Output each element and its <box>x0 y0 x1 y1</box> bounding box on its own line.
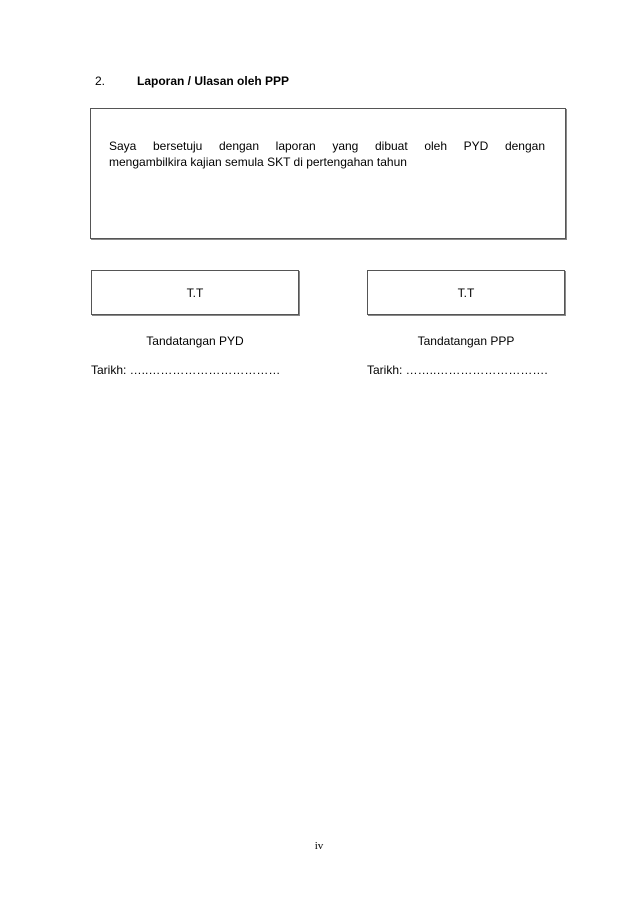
ppp-signature-label: Tandatangan PPP <box>417 334 515 348</box>
ppp-signature-mark: T.T <box>457 285 475 300</box>
section-title: Laporan / Ulasan oleh PPP <box>137 74 290 88</box>
pyd-date-line: Tarikh: …..…………………………… <box>91 363 281 377</box>
pyd-signature-label: Tandatangan PYD <box>146 334 244 348</box>
ppp-signature-box <box>367 270 565 315</box>
section-number: 2. <box>95 74 106 88</box>
pyd-signature-mark: T.T <box>186 285 204 300</box>
ppp-date-line: Tarikh: ……..………………………. <box>367 363 548 377</box>
review-text-line-1: Saya bersetuju dengan laporan yang dibuat oleh PYD dengan <box>109 139 545 153</box>
pyd-signature-box <box>91 270 299 315</box>
review-text <box>109 138 545 170</box>
page-number: iv <box>314 840 324 852</box>
review-box <box>90 108 566 239</box>
review-text-line-2: mengambilkira kajian semula SKT di pertengahan tahun <box>109 155 407 169</box>
